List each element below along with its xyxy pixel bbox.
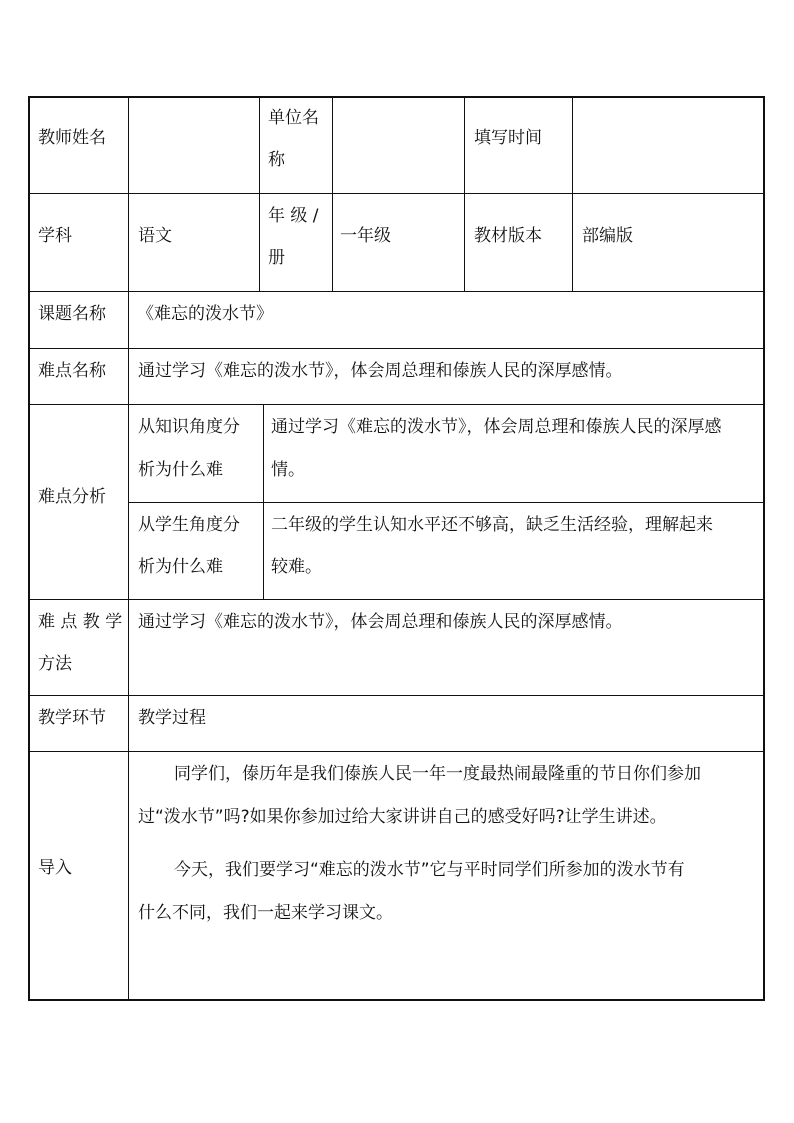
knowledge-analysis-value-line1: 通过学习《难忘的泼水节》，体会周总理和傣族人民的深厚感 — [271, 417, 722, 437]
intro-paragraph2-line1: 今天，我们要学习“难忘的泼水节”它与平时同学们所参加的泼水节有 — [174, 860, 685, 880]
teaching-step-label: 教学环节 — [38, 708, 106, 728]
method-value: 通过学习《难忘的泼水节》，体会周总理和傣族人民的深厚感情。 — [138, 612, 623, 632]
knowledge-analysis-value-line2: 情。 — [271, 460, 305, 480]
column-divider — [259, 96, 260, 291]
intro-paragraph1-line1: 同学们，傣历年是我们傣族人民一年一度最热闹最隆重的节日你们参加 — [174, 764, 701, 784]
grade-label-line1: 年 级 / — [268, 206, 319, 226]
table-right-border — [763, 96, 765, 1001]
intro-label: 导入 — [38, 858, 72, 878]
analysis-column-divider — [263, 404, 264, 599]
knowledge-analysis-label-line1: 从知识角度分 — [138, 417, 240, 437]
difficulty-label: 难点名称 — [38, 361, 106, 381]
edition-value: 部编版 — [582, 226, 633, 246]
table-bottom-border — [28, 999, 765, 1001]
method-label-line1: 难 点 教 学 — [38, 612, 123, 632]
row-divider — [28, 193, 765, 194]
column-divider — [128, 96, 129, 1001]
topic-value: 《难忘的泼水节》 — [137, 304, 273, 324]
analysis-label: 难点分析 — [38, 487, 106, 507]
fill-time-label: 填写时间 — [474, 128, 542, 148]
teaching-process-label: 教学过程 — [138, 708, 206, 728]
column-divider — [332, 96, 333, 291]
topic-label: 课题名称 — [38, 304, 106, 324]
edition-label: 教材版本 — [474, 226, 542, 246]
unit-label-line2: 称 — [268, 150, 285, 170]
column-divider — [572, 96, 573, 291]
method-label-line2: 方法 — [38, 654, 72, 674]
intro-paragraph1-line2: 过“泼水节”吗?如果你参加过给大家讲讲自己的感受好吗?让学生讲述。 — [138, 807, 667, 827]
student-analysis-label-line1: 从学生角度分 — [138, 515, 240, 535]
knowledge-analysis-label-line2: 析为什么难 — [138, 460, 223, 480]
teacher-name-label: 教师姓名 — [38, 128, 106, 148]
student-analysis-value-line1: 二年级的学生认知水平还不够高，缺乏生活经验，理解起来 — [271, 515, 713, 535]
column-divider — [464, 96, 465, 291]
intro-paragraph2-line2: 什么不同，我们一起来学习课文。 — [138, 903, 393, 923]
table-left-border — [28, 96, 30, 1001]
student-analysis-label-line2: 析为什么难 — [138, 557, 223, 577]
difficulty-value: 通过学习《难忘的泼水节》，体会周总理和傣族人民的深厚感情。 — [138, 361, 623, 381]
grade-label-line2: 册 — [268, 248, 285, 268]
subject-label: 学科 — [38, 226, 72, 246]
table-top-border — [28, 96, 765, 98]
subject-value: 语文 — [138, 226, 172, 246]
unit-label-line1: 单位名 — [268, 108, 319, 128]
student-analysis-value-line2: 较难。 — [271, 557, 322, 577]
grade-value: 一年级 — [340, 226, 391, 246]
